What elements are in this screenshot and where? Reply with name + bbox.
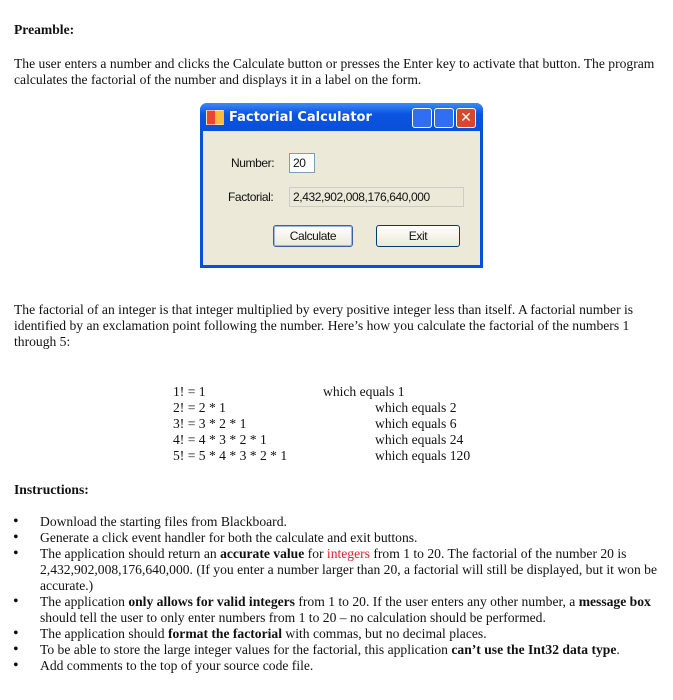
list-item: • To be able to store the large integer values for the factorial, this application can’t use the Int32 data type. [40,642,670,658]
example-result: which equals 2 [375,400,457,415]
example-expr: 1! = 1 [173,384,206,399]
factorial-output: 2,432,902,008,176,640,000 [289,187,464,207]
list-item: • Download the starting files from Blackboard. [40,514,670,530]
intro-paragraph: The user enters a number and clicks the Calculate button or presses the Enter key to activate that button. The program calculates the factorial of the number and displays it in a label on the form. [14,56,655,87]
list-item: • Add comments to the top of your source code file. [40,658,670,674]
example-expr: 4! = 4 * 3 * 2 * 1 [173,432,267,447]
example-result: which equals 24 [375,432,464,447]
window-title: Factorial Calculator [229,109,372,125]
preamble-heading: Preamble: [14,22,75,37]
list-item: • The application should format the factorial with commas, but no decimal places. [40,626,670,642]
example-result: which equals 1 [323,384,405,399]
example-expr: 5! = 5 * 4 * 3 * 2 * 1 [173,448,288,463]
list-item: • The application should return an accurate value for integers from 1 to 20. The factorial of the number 20 is 2,432,902,008,176,640,000. (If you enter a number larger than 20, a factorial will still be displayed, but it won be accurate.) [40,546,670,594]
instructions-heading: Instructions: [14,482,89,497]
calculate-button[interactable]: Calculate [273,225,353,247]
example-result: which equals 120 [375,448,471,463]
maximize-icon[interactable] [434,108,454,128]
number-label: Number: [231,156,275,170]
minimize-icon[interactable] [412,108,432,128]
factorial-label: Factorial: [228,190,274,204]
list-item: • Generate a click event handler for both the calculate and exit buttons. [40,530,670,546]
exit-button[interactable]: Exit [376,225,460,247]
example-expr: 2! = 2 * 1 [173,400,226,415]
factorial-calculator-window [200,103,483,268]
list-item: • The application only allows for valid integers from 1 to 20. If the user enters any other number, a message box should tell the user to only enter numbers from 1 to 20 – no calculation should be performed. [40,594,670,626]
instructions-list [0,514,670,674]
window-client [203,131,480,265]
number-input[interactable]: 20 [289,153,315,173]
close-icon[interactable]: ✕ [456,108,476,128]
app-icon [206,110,224,125]
explanation-paragraph: The factorial of an integer is that integer multiplied by every positive integer less than itself. A factorial number is identified by an exclamation point following the number. Here’s how you calculate the factorial of the numbers 1 through 5: [14,302,634,349]
example-expr: 3! = 3 * 2 * 1 [173,416,247,431]
example-result: which equals 6 [375,416,457,431]
